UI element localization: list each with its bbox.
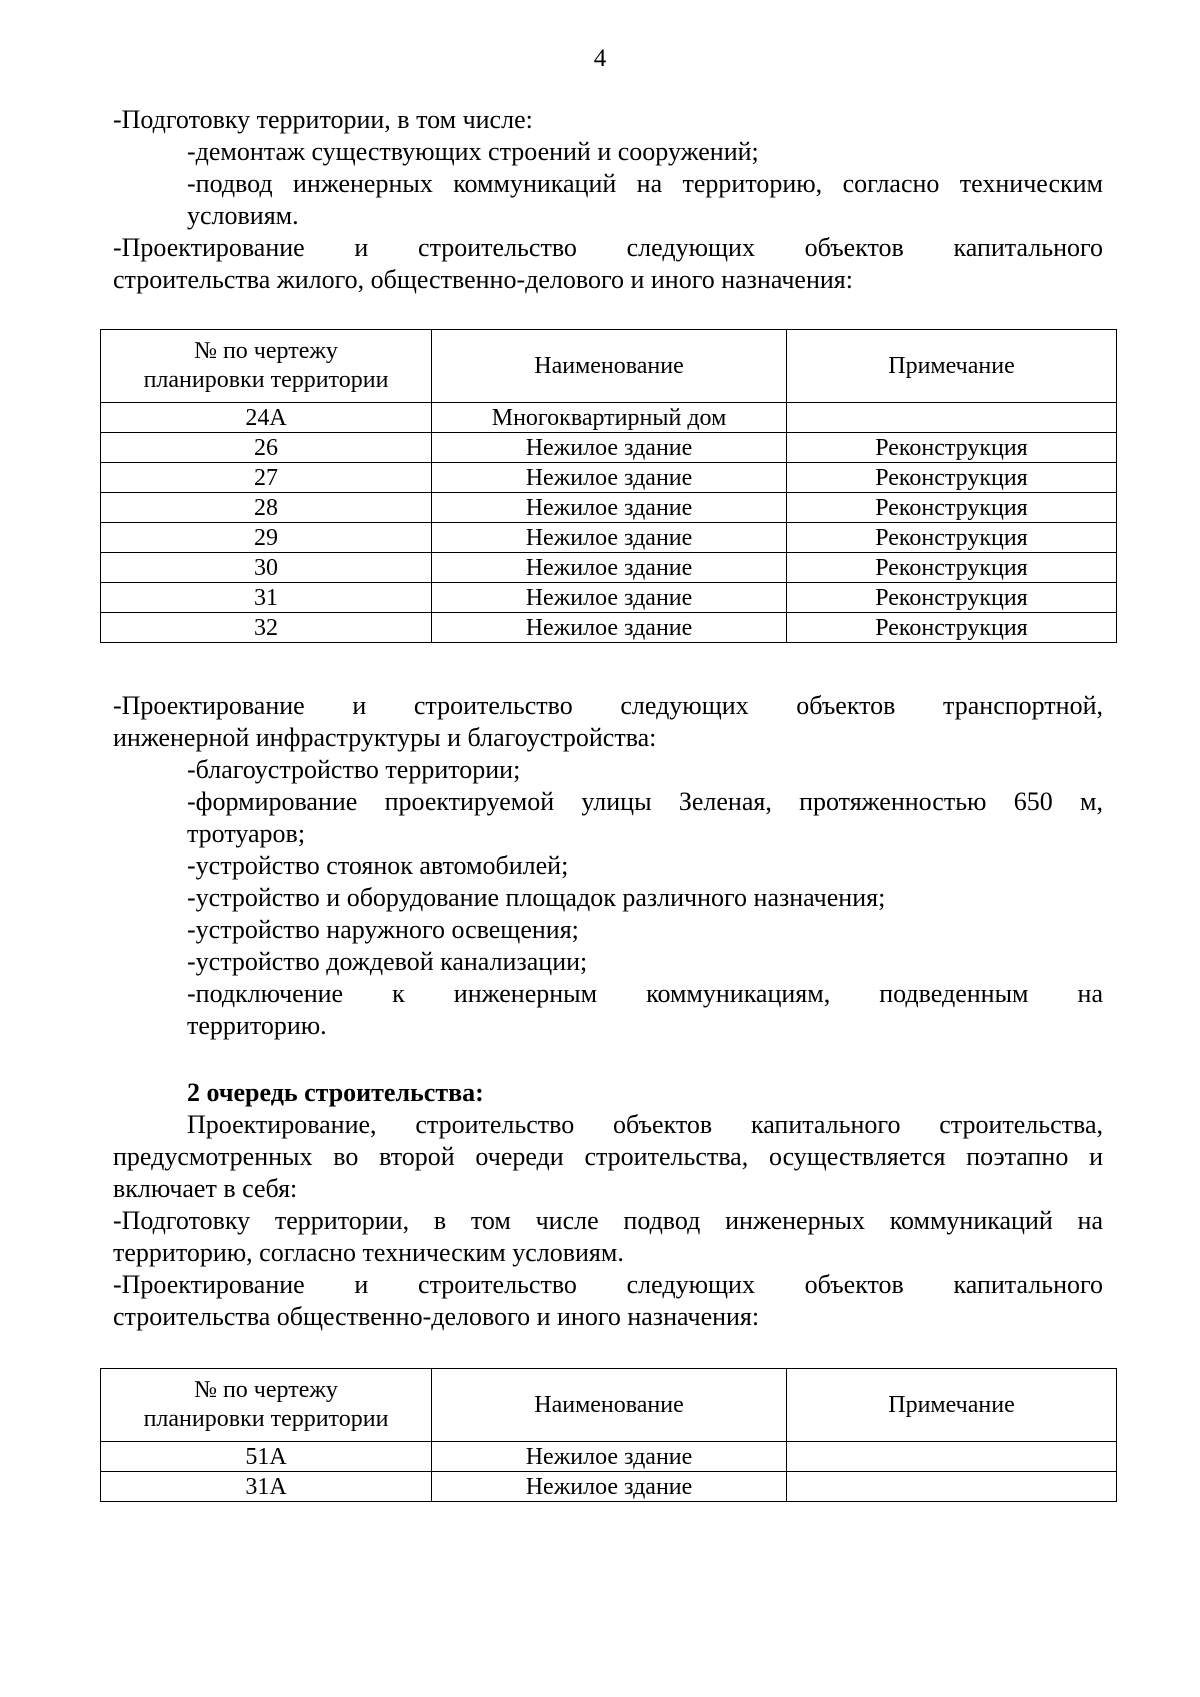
text-line: -благоустройство территории; (187, 755, 521, 784)
cell-name: Нежилое здание (432, 613, 787, 643)
cell-drawing-number: 32 (101, 613, 432, 643)
text-line: территорию, согласно техническим условиям. (113, 1238, 624, 1267)
text-line: -демонтаж существующих строений и сооружений; (187, 137, 759, 166)
cell-name: Нежилое здание (432, 1472, 787, 1502)
cell-drawing-number: 28 (101, 493, 432, 523)
table-row (101, 433, 1117, 463)
text-line: включает в себя: (113, 1174, 298, 1203)
text-line: предусмотренных во второй очереди строительства, осуществляется поэтапно и (113, 1142, 1103, 1171)
cell-name: Нежилое здание (432, 493, 787, 523)
cell-drawing-number: 29 (101, 523, 432, 553)
section-preparation (113, 104, 1103, 296)
section-infrastructure (113, 690, 1103, 1042)
table-header-row (101, 1369, 1117, 1442)
page-number: 4 (593, 45, 607, 72)
cell-drawing-number: 51А (101, 1442, 432, 1472)
table-row (101, 493, 1117, 523)
cell-name: Нежилое здание (432, 433, 787, 463)
text-line: Проектирование, строительство объектов капитального строительства, (187, 1110, 1103, 1139)
header-name: Наименование (432, 1369, 787, 1442)
text-line: -Проектирование и строительство следующих объектов транспортной, (113, 691, 1103, 720)
table-row (101, 1442, 1117, 1472)
cell-drawing-number: 26 (101, 433, 432, 463)
text-line: -устройство и оборудование площадок различного назначения; (187, 883, 886, 912)
cell-drawing-number: 27 (101, 463, 432, 493)
text-line: строительства жилого, общественно-делового и иного назначения: (113, 265, 853, 294)
text-line: -подвод инженерных коммуникаций на территорию, согласно техническим (187, 169, 1103, 198)
table-row (101, 553, 1117, 583)
section-stage-2 (113, 1077, 1103, 1333)
cell-note: Реконструкция (787, 463, 1117, 493)
cell-drawing-number: 30 (101, 553, 432, 583)
cell-name: Нежилое здание (432, 523, 787, 553)
cell-name: Нежилое здание (432, 463, 787, 493)
text-line: -Подготовку территории, в том числе подвод инженерных коммуникаций на (113, 1206, 1103, 1235)
cell-note: Реконструкция (787, 433, 1117, 463)
cell-drawing-number: 31 (101, 583, 432, 613)
cell-name: Нежилое здание (432, 1442, 787, 1472)
text-line: -Проектирование и строительство следующих объектов капитального (113, 233, 1103, 262)
text-line: территорию. (187, 1011, 327, 1040)
cell-note (787, 1472, 1117, 1502)
cell-note (787, 403, 1117, 433)
header-drawing-number: № по чертежу планировки территории (101, 1369, 432, 1442)
header-note: Примечание (787, 1369, 1117, 1442)
table-row (101, 613, 1117, 643)
table-row (101, 583, 1117, 613)
cell-note: Реконструкция (787, 493, 1117, 523)
header-note: Примечание (787, 330, 1117, 403)
text-line: тротуаров; (187, 819, 306, 848)
cell-note: Реконструкция (787, 583, 1117, 613)
table-row (101, 403, 1117, 433)
stage-2-heading: 2 очередь строительства: (187, 1078, 484, 1107)
text-line: -устройство стоянок автомобилей; (187, 851, 569, 880)
text-line: -устройство наружного освещения; (187, 915, 579, 944)
text-line: инженерной инфраструктуры и благоустройства: (113, 723, 657, 752)
cell-name: Нежилое здание (432, 583, 787, 613)
cell-note: Реконструкция (787, 523, 1117, 553)
table-row (101, 463, 1117, 493)
cell-note: Реконструкция (787, 553, 1117, 583)
table-row (101, 1472, 1117, 1502)
text-line: -формирование проектируемой улицы Зеленая, протяженностью 650 м, (187, 787, 1103, 816)
text-line: -Подготовку территории, в том числе: (113, 105, 533, 134)
header-name: Наименование (432, 330, 787, 403)
header-drawing-number: № по чертежу планировки территории (101, 330, 432, 403)
text-line: -Проектирование и строительство следующих объектов капитального (113, 1270, 1103, 1299)
cell-note (787, 1442, 1117, 1472)
text-line: -устройство дождевой канализации; (187, 947, 588, 976)
cell-drawing-number: 24А (101, 403, 432, 433)
table-residential-objects (100, 329, 1117, 643)
table-header-row (101, 330, 1117, 403)
text-line: -подключение к инженерным коммуникациям, подведенным на (187, 979, 1103, 1008)
cell-drawing-number: 31А (101, 1472, 432, 1502)
table-stage-2-objects (100, 1368, 1117, 1502)
cell-note: Реконструкция (787, 613, 1117, 643)
text-line: строительства общественно-делового и иного назначения: (113, 1302, 760, 1331)
cell-name: Многоквартирный дом (432, 403, 787, 433)
cell-name: Нежилое здание (432, 553, 787, 583)
table-row (101, 523, 1117, 553)
text-line: условиям. (187, 201, 299, 230)
